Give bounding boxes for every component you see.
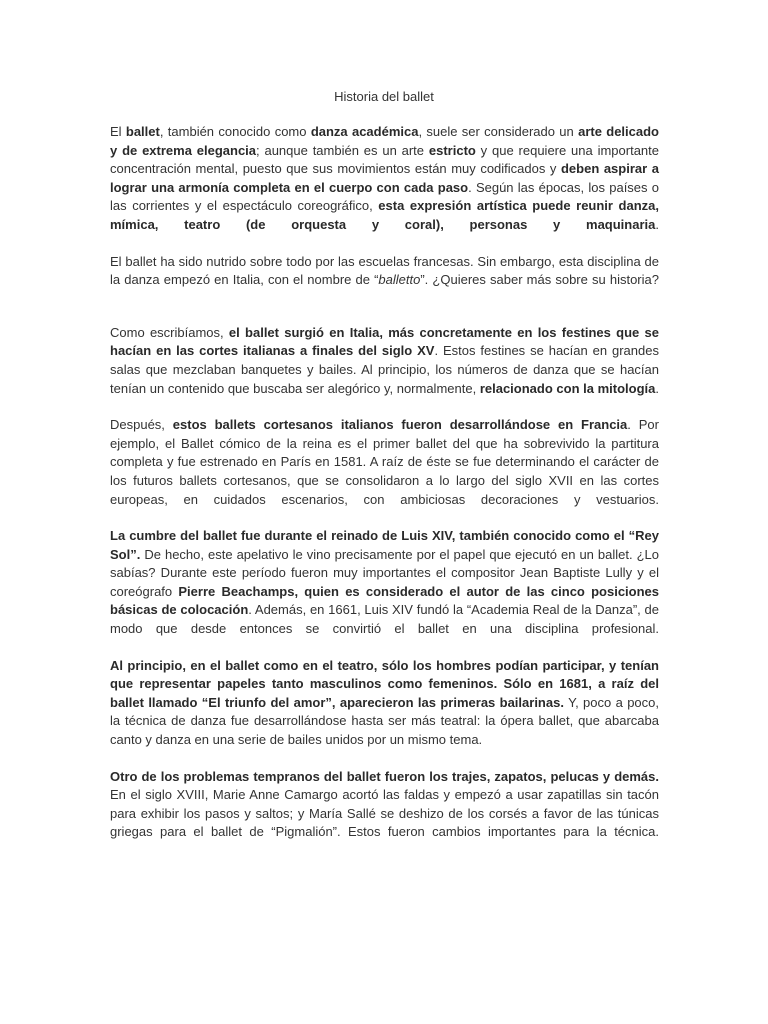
bold-problemas-trajes: Otro de los problemas tempranos del ballet fueron los trajes, zapatos, pelucas y demás.	[110, 768, 659, 784]
bold-surgio-italia: el ballet surgió en Italia, más concretamente en los festines que se hacían en las cortes italianas a finales del siglo XV	[110, 324, 660, 359]
paragraph-escuelas-francesas: El ballet ha sido nutrido sobre todo por las escuelas francesas. Sin embargo, esta disciplina de la danza empezó en Italia, con el nombre de “balletto”. ¿Quieres saber más sobre su historia?	[110, 253, 659, 288]
italic-balletto: balletto	[378, 272, 421, 288]
document-body	[110, 123, 659, 860]
bold-expresion-artistica: esta expresión artística puede reunir danza, mímica, teatro (de orquesta y coral), personas y maquinaria	[110, 198, 660, 232]
bold-estricto: estricto	[428, 142, 476, 158]
paragraph-francia: Después, estos ballets cortesanos italianos fueron desarrollándose en Francia. Por ejemplo, el Ballet cómico de la reina es el primer ballet del que ha sobrevivido la partitura completa y fue estrenado en París en 1581. A raíz de éste se fue determinando el carácter de los futuros ballets cortesanos, que se consolidaron a lo largo del siglo XVII en las cortes europeas, en cuidados escenarios, con ambiciosas decoraciones y vestuarios.	[110, 417, 659, 507]
bold-danza-academica: danza académica	[310, 124, 419, 139]
bold-ballet: ballet	[125, 124, 160, 139]
bold-cumbre-ballet: La cumbre del ballet fue durante el reinado de Luis XIV, también conocido como el “Rey Sol”.	[110, 528, 659, 562]
paragraph-origen-italia: Como escribíamos, el ballet surgió en Italia, más concretamente en los festines que se hacían en las cortes italianas a finales del siglo XV. Estos festines se hacían en grandes salas que mezclaban banquetes y bailes. Al principio, los números de danza que se hacían tenían un contenido que buscaba ser alegórico y, normalmente, relacionado con la mitología.	[110, 324, 660, 396]
paragraph-bailarinas: Al principio, en el ballet como en el teatro, sólo los hombres podían participar, y tenían que representar papeles tanto masculinos como femeninos. Sólo en 1681, a raíz del ballet llamado “El triunfo del amor”, aparecieron las primeras bailarinas. Y, poco a poco, la técnica de danza fue desarrollándose hasta ser más teatral: la ópera ballet, que abarcaba canto y danza en una serie de bailes unidos por un mismo tema.	[110, 657, 659, 748]
bold-solo-hombres: Al principio, en el ballet como en el teatro, sólo los hombres podían participar, y tenían que representar papeles tanto masculinos como femeninos. Sólo en 1681, a raíz del ballet llamado “El triunfo del amor”, aparecieron las primeras bailarinas.	[110, 657, 659, 710]
bold-arte-delicado: arte delicado y de extrema elegancia	[110, 124, 659, 158]
bold-mitologia: relacionado con la mitología	[479, 380, 656, 396]
bold-beachamps: Pierre Beachamps, quien es considerado el autor de las cinco posiciones básicas de colocación	[110, 583, 660, 618]
paragraph-intro: El ballet, también conocido como danza académica, suele ser considerado un arte delicado y de extrema elegancia; aunque también es un arte estricto y que requiere una importante concentración mental, puesto que sus movimientos están muy codificados y deben aspirar a lograr una armonía completa en el cuerpo con cada paso. Según las épocas, los países o las corrientes y el espectáculo coreográfico, esta expresión artística puede reunir danza, mímica, teatro (de orquesta y coral), personas y maquinaria.	[110, 124, 660, 232]
bold-armonia: deben aspirar a lograr una armonía completa en el cuerpo con cada paso	[110, 161, 659, 195]
paragraph-luis-xiv: La cumbre del ballet fue durante el reinado de Luis XIV, también conocido como el “Rey Sol”. De hecho, este apelativo le vino precisamente por el papel que ejecutó en un ballet. ¿Lo sabías? Durante este período fueron muy importantes el compositor Jean Baptiste Lully y el coreógrafo Pierre Beachamps, quien es considerado el autor de las cinco posiciones básicas de colocación. Además, en 1661, Luis XIV fundó la “Academia Real de la Danza”, de modo que desde entonces se convirtió el ballet en una disciplina profesional.	[110, 528, 660, 637]
document-title: Historia del ballet	[334, 89, 434, 104]
paragraph-trajes: Otro de los problemas tempranos del ballet fueron los trajes, zapatos, pelucas y demás. En el siglo XVIII, Marie Anne Camargo acortó las faldas y empezó a usar zapatillas sin tacón para exhibir los pasos y saltos; y María Sallé se deshizo de los corsés a favor de las túnicas griegas para el ballet de “Pigmalión”. Estos fueron cambios importantes para la técnica.	[110, 768, 659, 840]
bold-francia: estos ballets cortesanos italianos fueron desarrollándose en Francia	[172, 417, 628, 433]
